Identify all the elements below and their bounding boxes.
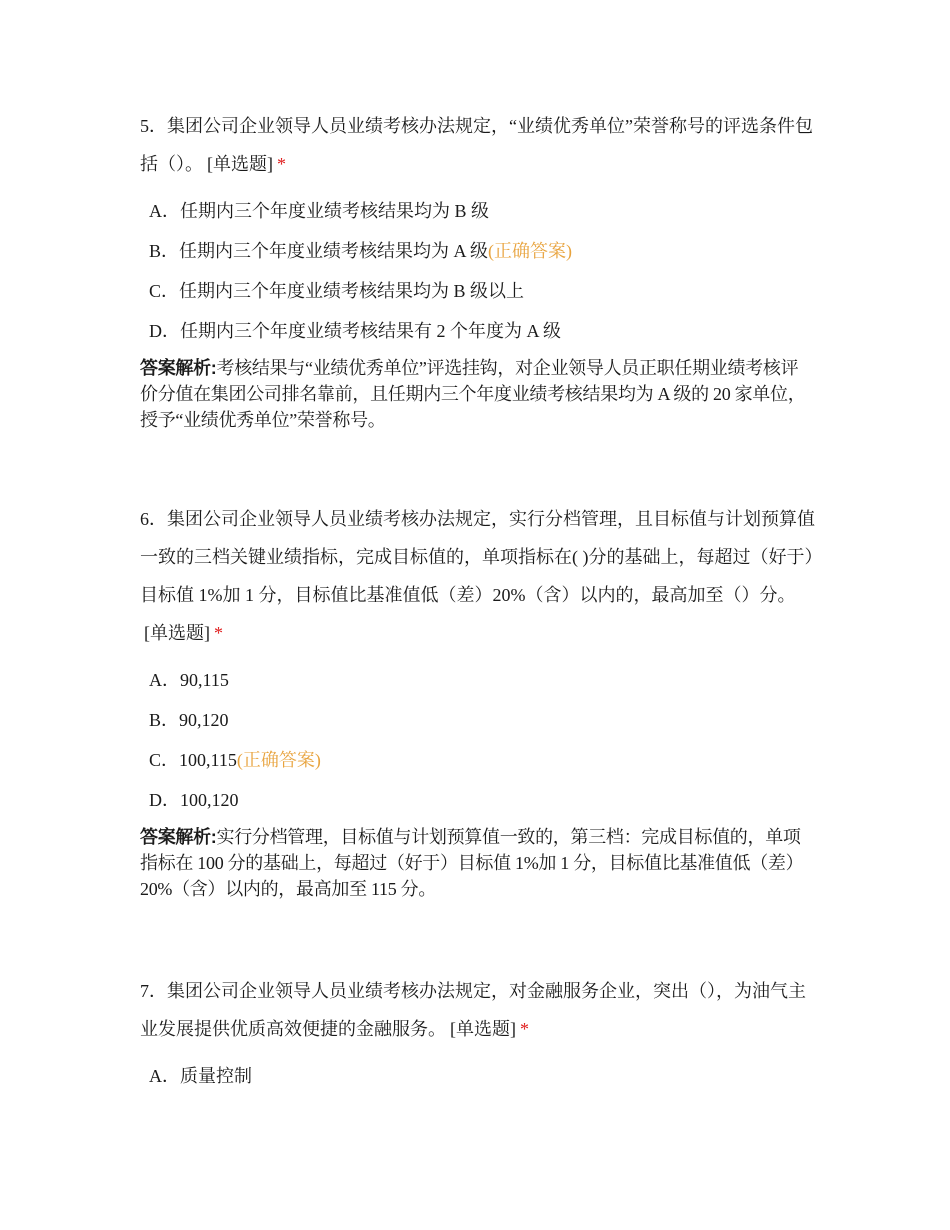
- option-text: 100,115: [179, 750, 237, 770]
- option-a[interactable]: [140, 1056, 815, 1096]
- option-letter: A．: [149, 670, 180, 690]
- question-5: [140, 107, 815, 433]
- question-stem: [140, 500, 815, 652]
- answer-analysis: [140, 824, 815, 902]
- option-list: [140, 1056, 815, 1096]
- analysis-text: 考核结果与“业绩优秀单位”评选挂钩，对企业领导人员正职任期业绩考核评价分值在集团公司排名靠前，且任期内三个年度业绩考核结果均为 A 级的 20 家单位，授予“业绩优秀单位”荣誉称号。: [140, 358, 806, 430]
- question-text: 集团公司企业领导人员业绩考核办法规定，“业绩优秀单位”荣誉称号的评选条件包括（）。: [140, 116, 813, 174]
- option-letter: A．: [149, 1066, 180, 1086]
- option-b[interactable]: [140, 700, 815, 740]
- required-mark: *: [277, 154, 286, 174]
- option-b[interactable]: [140, 231, 815, 271]
- question-number: 6．: [140, 509, 167, 529]
- option-letter: B．: [149, 710, 180, 730]
- question-number: 5．: [140, 116, 167, 136]
- option-d[interactable]: [140, 780, 815, 820]
- option-letter: D．: [149, 790, 180, 810]
- option-d[interactable]: [140, 311, 815, 351]
- analysis-label: 答案解析:: [140, 827, 217, 847]
- option-a[interactable]: [140, 660, 815, 700]
- question-type: [单选题]: [144, 623, 210, 643]
- option-text: 任期内三个年度业绩考核结果有 2 个年度为 A 级: [180, 321, 562, 341]
- option-text: 任期内三个年度业绩考核结果均为 B 级: [180, 201, 490, 221]
- option-list: [140, 660, 815, 820]
- option-letter: C．: [149, 750, 180, 770]
- option-letter: C．: [149, 281, 180, 301]
- required-mark: *: [214, 623, 223, 643]
- question-type: [单选题]: [207, 154, 273, 174]
- answer-analysis: [140, 355, 815, 433]
- question-stem: [140, 972, 815, 1048]
- option-text: 质量控制: [180, 1066, 252, 1086]
- question-text: 集团公司企业领导人员业绩考核办法规定，对金融服务企业，突出（），为油气主业发展提供优质高效便捷的金融服务。: [140, 981, 806, 1039]
- option-text: 90,115: [180, 670, 229, 690]
- analysis-label: 答案解析:: [140, 358, 217, 378]
- option-letter: B．: [149, 241, 180, 261]
- option-list: [140, 191, 815, 351]
- option-text: 任期内三个年度业绩考核结果均为 B 级以上: [179, 281, 525, 301]
- option-c[interactable]: [140, 740, 815, 780]
- analysis-text: 实行分档管理，目标值与计划预算值一致的，第三档：完成目标值的，单项指标在 100 分的基础上，每超过（好于）目标值 1%加 1 分，目标值比基准值低（差）20%（含）以内的，最高加至 115 分。: [140, 827, 804, 899]
- option-text: 任期内三个年度业绩考核结果均为 A 级: [179, 241, 489, 261]
- question-6: [140, 500, 815, 902]
- question-number: 7．: [140, 981, 167, 1001]
- question-stem: [140, 107, 815, 183]
- option-c[interactable]: [140, 271, 815, 311]
- option-text: 90,120: [179, 710, 229, 730]
- correct-answer-tag: (正确答案): [236, 750, 321, 770]
- option-text: 100,120: [180, 790, 239, 810]
- correct-answer-tag: (正确答案): [488, 241, 573, 261]
- option-letter: D．: [149, 321, 180, 341]
- question-text: 集团公司企业领导人员业绩考核办法规定，实行分档管理，且目标值与计划预算值一致的三档关键业绩指标，完成目标值的，单项指标在( )分的基础上，每超过（好于）目标值 1%加 1 分，目标值比基准值低（差）20%（含）以内的，最高加至（）分。: [140, 509, 815, 605]
- question-7: [140, 972, 815, 1096]
- option-a[interactable]: [140, 191, 815, 231]
- option-letter: A．: [149, 201, 180, 221]
- question-type: [单选题]: [450, 1019, 516, 1039]
- required-mark: *: [520, 1019, 529, 1039]
